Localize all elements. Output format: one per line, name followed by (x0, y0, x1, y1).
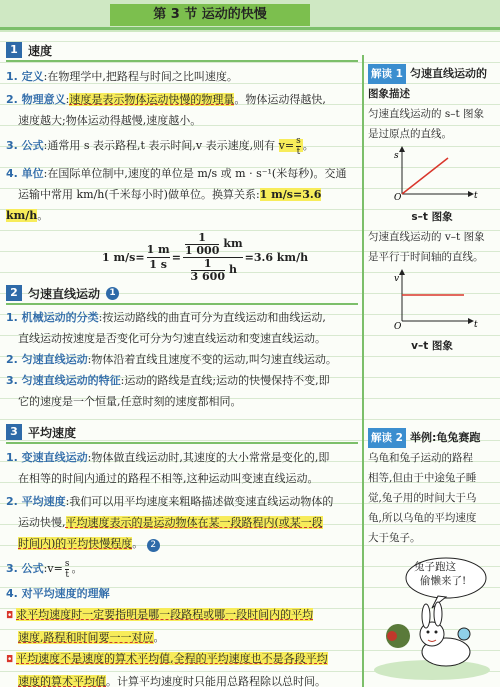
bullet-icon: ◘ (6, 610, 14, 621)
side-text: 匀速直线运动的 s–t 图象 (368, 108, 485, 120)
axis-label: O (394, 193, 402, 200)
understanding-heading (6, 583, 358, 604)
eq-text: 1 (198, 230, 206, 244)
item-text: 。物体运动得越快, (234, 93, 326, 106)
item-text: 它的速度是一个恒量,任意时刻的速度都相同。 (18, 395, 242, 408)
axis-label: t (474, 320, 478, 329)
item-label: 2. 物理意义 (6, 93, 66, 106)
item-label: 1. 定义 (6, 70, 44, 83)
avg-formula-item (6, 558, 358, 580)
item-label: 3. 公式 (6, 139, 44, 152)
section-speed (6, 40, 358, 283)
eq-text: 3 600 (190, 269, 225, 283)
item-text: : (65, 93, 70, 106)
bullet-icon: ◘ (6, 654, 14, 665)
item-label: 1. 变速直线运动 (6, 451, 88, 464)
item-label: 2. 匀速直线运动 (6, 353, 88, 366)
title-stripe (0, 27, 500, 30)
side-header (368, 64, 496, 84)
fraction-denominator: t (65, 569, 69, 580)
item-text: :按运动路线的曲直可分为直线运动和曲线运动, (98, 311, 326, 324)
speech-bubble-text: 偷懒来了! (420, 575, 467, 587)
item-text: 速度越大;物体运动得越慢,速度越小。 (18, 114, 202, 127)
section-number: 1 (6, 42, 22, 58)
uniform-def-item (6, 349, 358, 370)
highlight-text: 平均速度不是速度的算术平均值,全程的平均速度也不是各段平均 (16, 651, 328, 665)
eq-text: 1 m (146, 242, 170, 256)
item-label: 3. 公式 (6, 562, 44, 575)
item-label: 4. 单位 (6, 166, 44, 180)
classification-item (6, 307, 358, 349)
avg-speed-fraction (65, 559, 70, 580)
item-text: :物体做直线运动时,其速度的大小常常是变化的,即 (87, 451, 330, 464)
vt-graph (368, 267, 496, 329)
eq-text: =3.6 km/h (244, 250, 309, 264)
highlight-text: 时间内)的平均快慢程度 (18, 537, 133, 550)
axis-label: v (394, 274, 400, 284)
page-title: 第 3 节 运动的快慢 (110, 4, 310, 26)
note-badge: 1 (106, 287, 119, 300)
eq-text: km (223, 237, 243, 250)
bullet-1 (6, 604, 358, 648)
section-title: 平均速度 (28, 425, 77, 440)
item-label: 3. 匀速直线运动的特征 (6, 374, 121, 387)
st-graph (368, 144, 496, 200)
side-text: 相等,但由于中途兔子睡 (368, 472, 477, 484)
section-header (6, 422, 358, 444)
formula-item (6, 135, 358, 157)
item-text: 。 (132, 537, 144, 550)
item-text: 运动快慢, (18, 516, 66, 529)
highlight-text: 1 m/s=3.6 km/h (6, 187, 322, 222)
section-title: 速度 (28, 43, 53, 58)
side-title: 举例:龟兔赛跑 (409, 431, 481, 444)
item-text: 。 (71, 562, 83, 575)
side-text: 觉,兔子用的时间大于乌 (368, 492, 477, 504)
item-text: :在物理学中,把路程与时间之比叫速度。 (43, 70, 238, 83)
side-text: 龟,所以乌龟的平均速度 (368, 512, 477, 524)
eq-text: 1 m/s= (102, 250, 145, 264)
speed-formula: v= $\frac{s}{t}$ (278, 135, 301, 157)
graph-caption: s–t 图象 (411, 211, 453, 223)
item-text: 。 (302, 139, 314, 152)
meaning-item (6, 89, 358, 131)
side-title: 匀速直线运动的 (409, 67, 487, 80)
side-text: 大于兔子。 (368, 532, 421, 544)
section-average-speed (6, 422, 358, 687)
side-text: 匀速直线运动的 v–t 图象 (368, 231, 485, 243)
side-header (368, 428, 496, 448)
axis-label: t (474, 191, 478, 200)
axis-label: O (394, 322, 402, 329)
fraction (183, 232, 243, 283)
side-reading-2 (368, 428, 496, 682)
item-text: 。 (37, 208, 49, 222)
graph-caption: v–t 图象 (411, 340, 453, 352)
side-reading-1 (368, 64, 496, 356)
column-divider (362, 55, 364, 687)
reading-badge: 解读 2 (368, 428, 406, 448)
item-label: 4. 对平均速度的理解 (6, 586, 110, 600)
highlight-text: 速度是表示物体运动快慢的物理量 (69, 93, 235, 106)
item-text: 。计算平均速度时只能用总路程除以总时间。 (106, 674, 326, 687)
variable-motion-item (6, 447, 358, 489)
tortoise-hare-illustration (368, 552, 496, 682)
item-text: :物体沿着直线且速度不变的运动,叫匀速直线运动。 (87, 353, 337, 366)
side-title: 图象描述 (368, 88, 410, 100)
speech-bubble-text: 兔子跑这 (414, 561, 456, 573)
unit-item (6, 163, 358, 226)
item-text: :我们可以用平均速度来粗略描述做变速直线运动物体的 (65, 495, 334, 508)
highlight-text: 速度,路程和时间要一一对应 (18, 630, 154, 644)
item-text: 直线运动按速度是否变化可分为匀速直线运动和变速直线运动。 (18, 332, 326, 345)
side-text: 乌龟和兔子运动的路程 (368, 452, 473, 464)
highlight-text: 平均速度表示的是运动物体在某一段路程内(或某一段 (65, 516, 323, 529)
conversion-equation: 1 m/s= $\frac{1 m}{1 s}$ = $\frac{1}{1 000}$ km $\frac{1}{3 600}$ h =3.6 km/h (102, 230, 309, 283)
item-text: :通常用 s 表示路程,t 表示时间,v 表示速度,则有 (43, 139, 276, 152)
item-text: :运动的路线是直线;运动的快慢保持不变,即 (120, 374, 330, 387)
eq-text: 1 (203, 256, 212, 270)
eq-text: 1 000 (184, 243, 220, 257)
item-label: 2. 平均速度 (6, 495, 66, 508)
axis-label: s (394, 151, 399, 161)
section-header (6, 40, 358, 62)
eq-text: h (228, 263, 237, 276)
item-label: 1. 机械运动的分类 (6, 311, 99, 324)
eq-text: 1 s (149, 257, 167, 271)
side-text: 是平行于时间轴的直线。 (368, 251, 484, 263)
section-uniform-motion (6, 283, 358, 412)
item-text: 。 (153, 630, 165, 644)
item-text: 运输中常用 km/h(千米每小时)做单位。换算关系: (18, 187, 260, 201)
highlight-text: 速度的算术平均值 (18, 674, 106, 687)
bullet-2 (6, 648, 358, 687)
item-text: 在相等的时间内通过的路程不相等,这种运动叫变速直线运动。 (18, 472, 319, 485)
reading-badge: 解读 1 (368, 64, 406, 84)
definition-item (6, 66, 358, 87)
note-badge: 2 (147, 539, 160, 552)
section-number: 3 (6, 424, 22, 440)
side-text: 是过原点的直线。 (368, 128, 452, 140)
title-band (0, 0, 500, 32)
fraction-numerator: s (64, 558, 70, 569)
uniform-feature-item (6, 370, 358, 412)
fraction (147, 243, 170, 272)
highlight-text: 求平均速度时一定要指明是哪一段路程或哪一段时间内的平均 (16, 607, 314, 621)
section-title: 匀速直线运动 (28, 286, 101, 301)
section-header (6, 283, 358, 305)
item-text: :在国际单位制中,速度的单位是 m/s 或 m · s⁻¹(米每秒)。交通 (43, 166, 347, 180)
section-number: 2 (6, 285, 22, 301)
item-text: :v= (43, 562, 63, 575)
average-speed-item (6, 491, 358, 554)
